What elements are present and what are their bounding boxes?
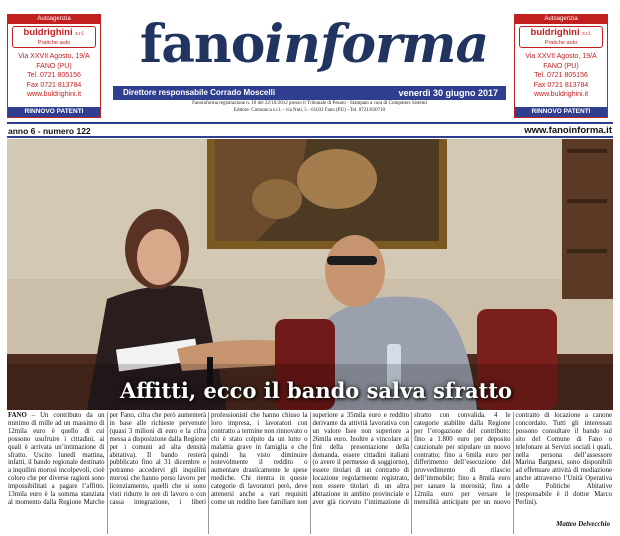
ad-tagline: Pratiche auto: [544, 40, 578, 46]
masthead-fano: fano: [139, 14, 265, 75]
issue-date: venerdì 30 giugno 2017: [398, 88, 498, 98]
registration-line-1: Fanoinforma registrazione n. 10 del 22/10/2012 presso il Tribunale di Pesaro - Stampato a cura di Computers Sistemi: [192, 101, 427, 106]
masthead-info-bar: [113, 86, 506, 100]
ad-footer: RINNOVO PATENTI: [8, 107, 100, 117]
registration-line-2: Editore: Comunica s.r.l. - via Nuti, 5 - 61032 Fano (PU) - Tel. 0721/830710: [233, 107, 386, 113]
ad-web[interactable]: www.buldrighini.it: [26, 91, 82, 98]
website-link[interactable]: www.fanoinforma.it: [524, 125, 612, 136]
article-dateline: FANO: [8, 412, 27, 419]
article-text: – Un contributo da un minimo di mille ad un massimo di 12mila euro è quello di cui possono usufruire i cittadini, ai quali è arrivata un’intimazione di sfratto. Uscito lunedì mattina, infatti, il bando regionale destinato a inquilini morosi incolpevoli, cioè coloro che per diverse ragioni sono impossibilitati a pagare l’affitto. 13mila euro è la somma stanziata al momento dalla Regione Marche per Fano, cifra che però aumenterà in base alle richieste pervenute (quasi 3 milioni di euro e la cifra messa a disposizione dalla Regione per i comuni ad alta densità abitativa). Il bando resterà pubblicato fino al 31 dicembre e potranno accedervi gli inquilini morosi che hanno perso lavoro per licenziamento, quelli che si sono visti ridurre le ore di lavoro o con cassa integrazione, i liberi professionisti che hanno chiuso la loro impresa, i lavoratori con contratto a termine non rinnovato o chi è stato colpito da un lutto o malattia grave in famiglia e che quindi ha visto diminuire notevolmente il reddito o aumentare drasticamente le spese mediche. Chi rientra in queste categorie di lavoratori però, deve attenersi anche a vari requisiti come un reddito Isee familiare non superiore a 35mila euro e reddito derivante da attività lavorativa con un valore Isee non superiore a 26mila euro. Inoltre a vincolare ai fini della presentazione della domanda, essere cittadini italiani (o avere il permesso di soggiorno), essere titolari di un contratto di locazione regolarmente registrato, non essere titolari di un altra abitazione in ambito provinciale e aver già ricevuto l’intimazione di sfratto con convalida. 4 le categorie stabilite dalla Regione per l’erogazione del contributo: fino a 1.800 euro per deposito cauzionale per stipulare un nuovo contratto; fino a 6mila euro per differimento dell’esecuzione del provvedimento di rilascio dell’immobile; fino a 8mila euro per sanare la morosità; fino a 12mila euro per versare le mensilità anticipate per un nuovo contratto di locazione a canone concordato. Tutti gli interessati possono consultare il bando sul sito del Comune di Fano o telefonare ai Servizi sociali i quali, nella persona dell’assessore Marina Bargnesi, sono disponibili ad effettuare attività di mediazione anche attraverso l’Unità Operativa delle Politiche Abitative (responsabile è il dottor Marco Perlini).: [8, 412, 612, 506]
ad-logo: [12, 26, 96, 48]
article-body: [8, 412, 612, 534]
ad-box-right[interactable]: [514, 14, 608, 118]
masthead-informa: informa: [264, 14, 489, 75]
ad-address: Via XXVII Agosto, 19/A: [525, 53, 597, 60]
ad-header: Autoagenzia: [515, 15, 607, 24]
ad-brand-suffix: s.r.l.: [582, 31, 592, 37]
ad-address: Via XXVII Agosto, 19/A: [18, 53, 90, 60]
registration-info: [113, 101, 506, 114]
ad-city: FANO (PU): [36, 62, 72, 70]
ad-fax: Fax 0721 813784: [26, 81, 82, 89]
ad-web[interactable]: www.buldrighini.it: [533, 91, 589, 98]
headline: Affitti, ecco il bando salva sfratto: [120, 378, 513, 403]
ad-header: Autoagenzia: [8, 15, 100, 24]
ad-logo: [519, 26, 603, 48]
photo-illustration: [7, 139, 613, 410]
ad-box-left[interactable]: [7, 14, 101, 118]
masthead-logo[interactable]: [124, 14, 504, 76]
article-photo: [7, 139, 613, 410]
ad-brand-suffix: s.r.l.: [75, 31, 85, 37]
author-signature: Matteo Delvecchio: [556, 520, 610, 528]
director-line: Direttore responsabile Corrado Moscelli: [123, 88, 276, 97]
ad-city: FANO (PU): [543, 62, 579, 70]
ad-tel: Tel. 0721 805156: [27, 72, 81, 79]
ad-tagline: Pratiche auto: [37, 40, 71, 46]
ad-brand: buldrighini: [23, 27, 73, 38]
ad-tel: Tel. 0721 805156: [534, 72, 588, 79]
ad-fax: Fax 0721 813784: [533, 81, 589, 89]
ad-footer: RINNOVO PATENTI: [515, 107, 607, 117]
ad-brand: buldrighini: [530, 27, 580, 38]
divider: [7, 122, 613, 124]
issue-number: anno 6 - numero 122: [8, 126, 91, 136]
divider: [7, 136, 613, 138]
